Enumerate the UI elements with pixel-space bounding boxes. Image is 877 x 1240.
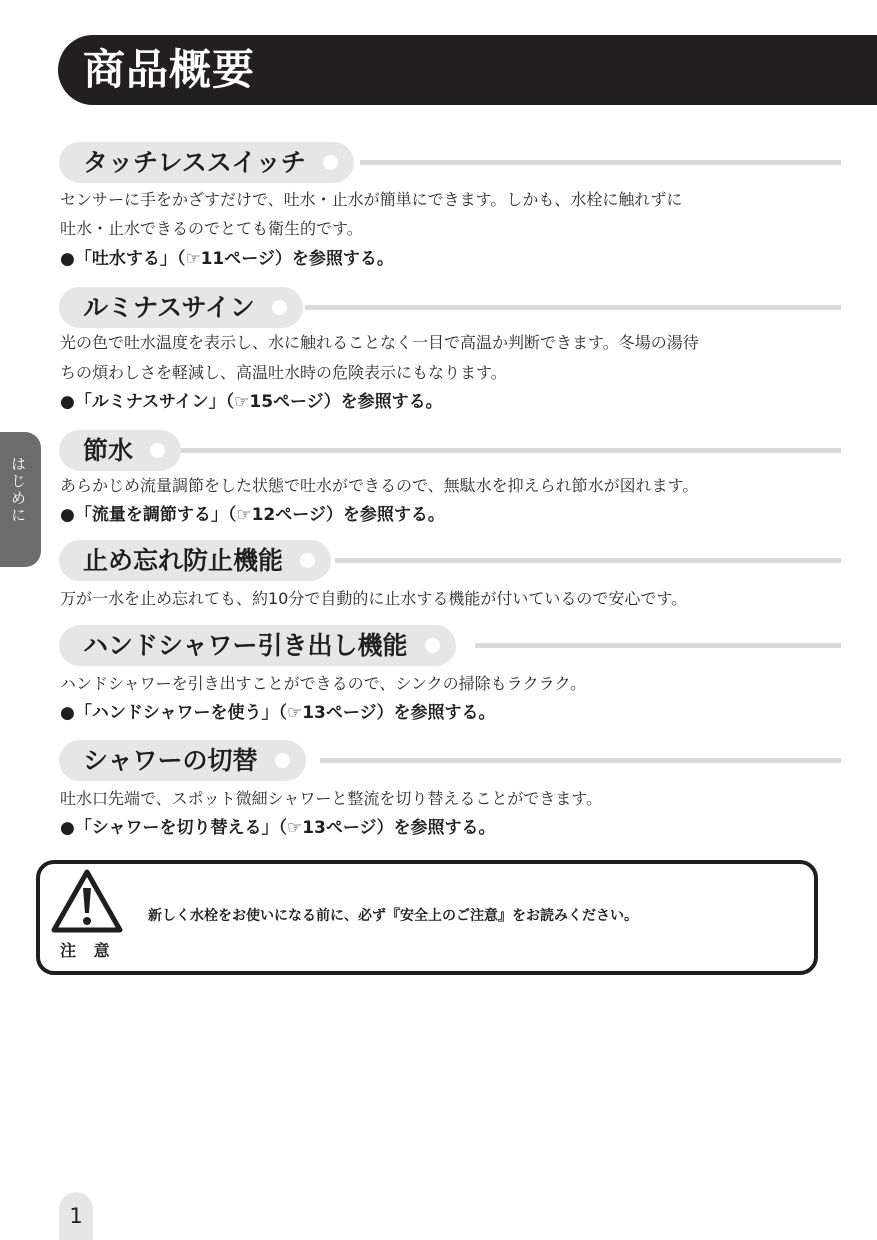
body-text: ハンドシャワーを引き出すことができるので、シンクの掃除もラクラク。: [60, 674, 587, 693]
heading-rule: [320, 758, 841, 763]
page-reference: ●「吐水する」（☞11ページ）を参照する。: [60, 249, 394, 269]
section-heading: [59, 740, 306, 781]
heading-rule: [475, 643, 841, 648]
body-text: 吐水・止水できるのでとても衛生的です。: [60, 219, 363, 238]
section-heading-text: 止め忘れ防止機能: [83, 546, 284, 575]
body-text: ちの煩わしさを軽減し、高温吐水時の危険表示にもなります。: [60, 363, 507, 382]
heading-dot-icon: [425, 638, 440, 653]
section-heading-text: ルミナスサイン: [83, 293, 255, 322]
caution-label: 注 意: [60, 941, 116, 960]
body-text: あらかじめ流量調節をした状態で吐水ができるので、無駄水を抑えられ節水が図れます。: [60, 476, 699, 495]
section-heading: [59, 430, 181, 471]
section-heading: [59, 540, 331, 581]
page-title: 商品概要: [83, 45, 256, 94]
body-text: 万が一水を止め忘れても、約10分で自動的に止水する機能が付いているので安心です。: [60, 589, 688, 608]
heading-rule: [360, 160, 841, 165]
warning-triangle-icon: [50, 868, 124, 934]
body-text: 吐水口先端で、スポット微細シャワーと整流を切り替えることができます。: [60, 789, 603, 808]
heading-dot-icon: [323, 155, 338, 170]
page-reference: ●「ルミナスサイン」（☞15ページ）を参照する。: [60, 392, 443, 412]
section-heading-text: タッチレススイッチ: [83, 148, 306, 177]
heading-rule: [305, 305, 841, 310]
page-number: 1: [59, 1192, 93, 1240]
section-heading: [59, 287, 303, 328]
page-reference: ●「ハンドシャワーを使う」（☞13ページ）を参照する。: [60, 703, 496, 723]
page-reference: ●「流量を調節する」（☞12ページ）を参照する。: [60, 505, 445, 525]
body-text: センサーに手をかざすだけで、吐水・止水が簡単にできます。しかも、水栓に触れずに: [60, 190, 683, 209]
caution-text: 新しく水栓をお使いになる前に、必ず『安全上のご注意』をお読みください。: [148, 908, 638, 924]
section-heading-text: 節水: [83, 436, 134, 465]
section-heading-text: ハンドシャワー引き出し機能: [83, 631, 408, 660]
section-heading: [59, 625, 456, 666]
side-tab-label: はじめに: [9, 456, 27, 524]
heading-dot-icon: [272, 300, 287, 315]
page-reference: ●「シャワーを切り替える」（☞13ページ）を参照する。: [60, 818, 496, 838]
heading-rule: [335, 558, 841, 563]
section-heading: [59, 142, 354, 183]
body-text: 光の色で吐水温度を表示し、水に触れることなく一目で高温か判断できます。冬場の湯待: [60, 333, 699, 352]
section-heading-text: シャワーの切替: [83, 746, 258, 775]
heading-dot-icon: [275, 753, 290, 768]
heading-rule: [170, 448, 841, 453]
heading-dot-icon: [150, 443, 165, 458]
heading-dot-icon: [300, 553, 315, 568]
